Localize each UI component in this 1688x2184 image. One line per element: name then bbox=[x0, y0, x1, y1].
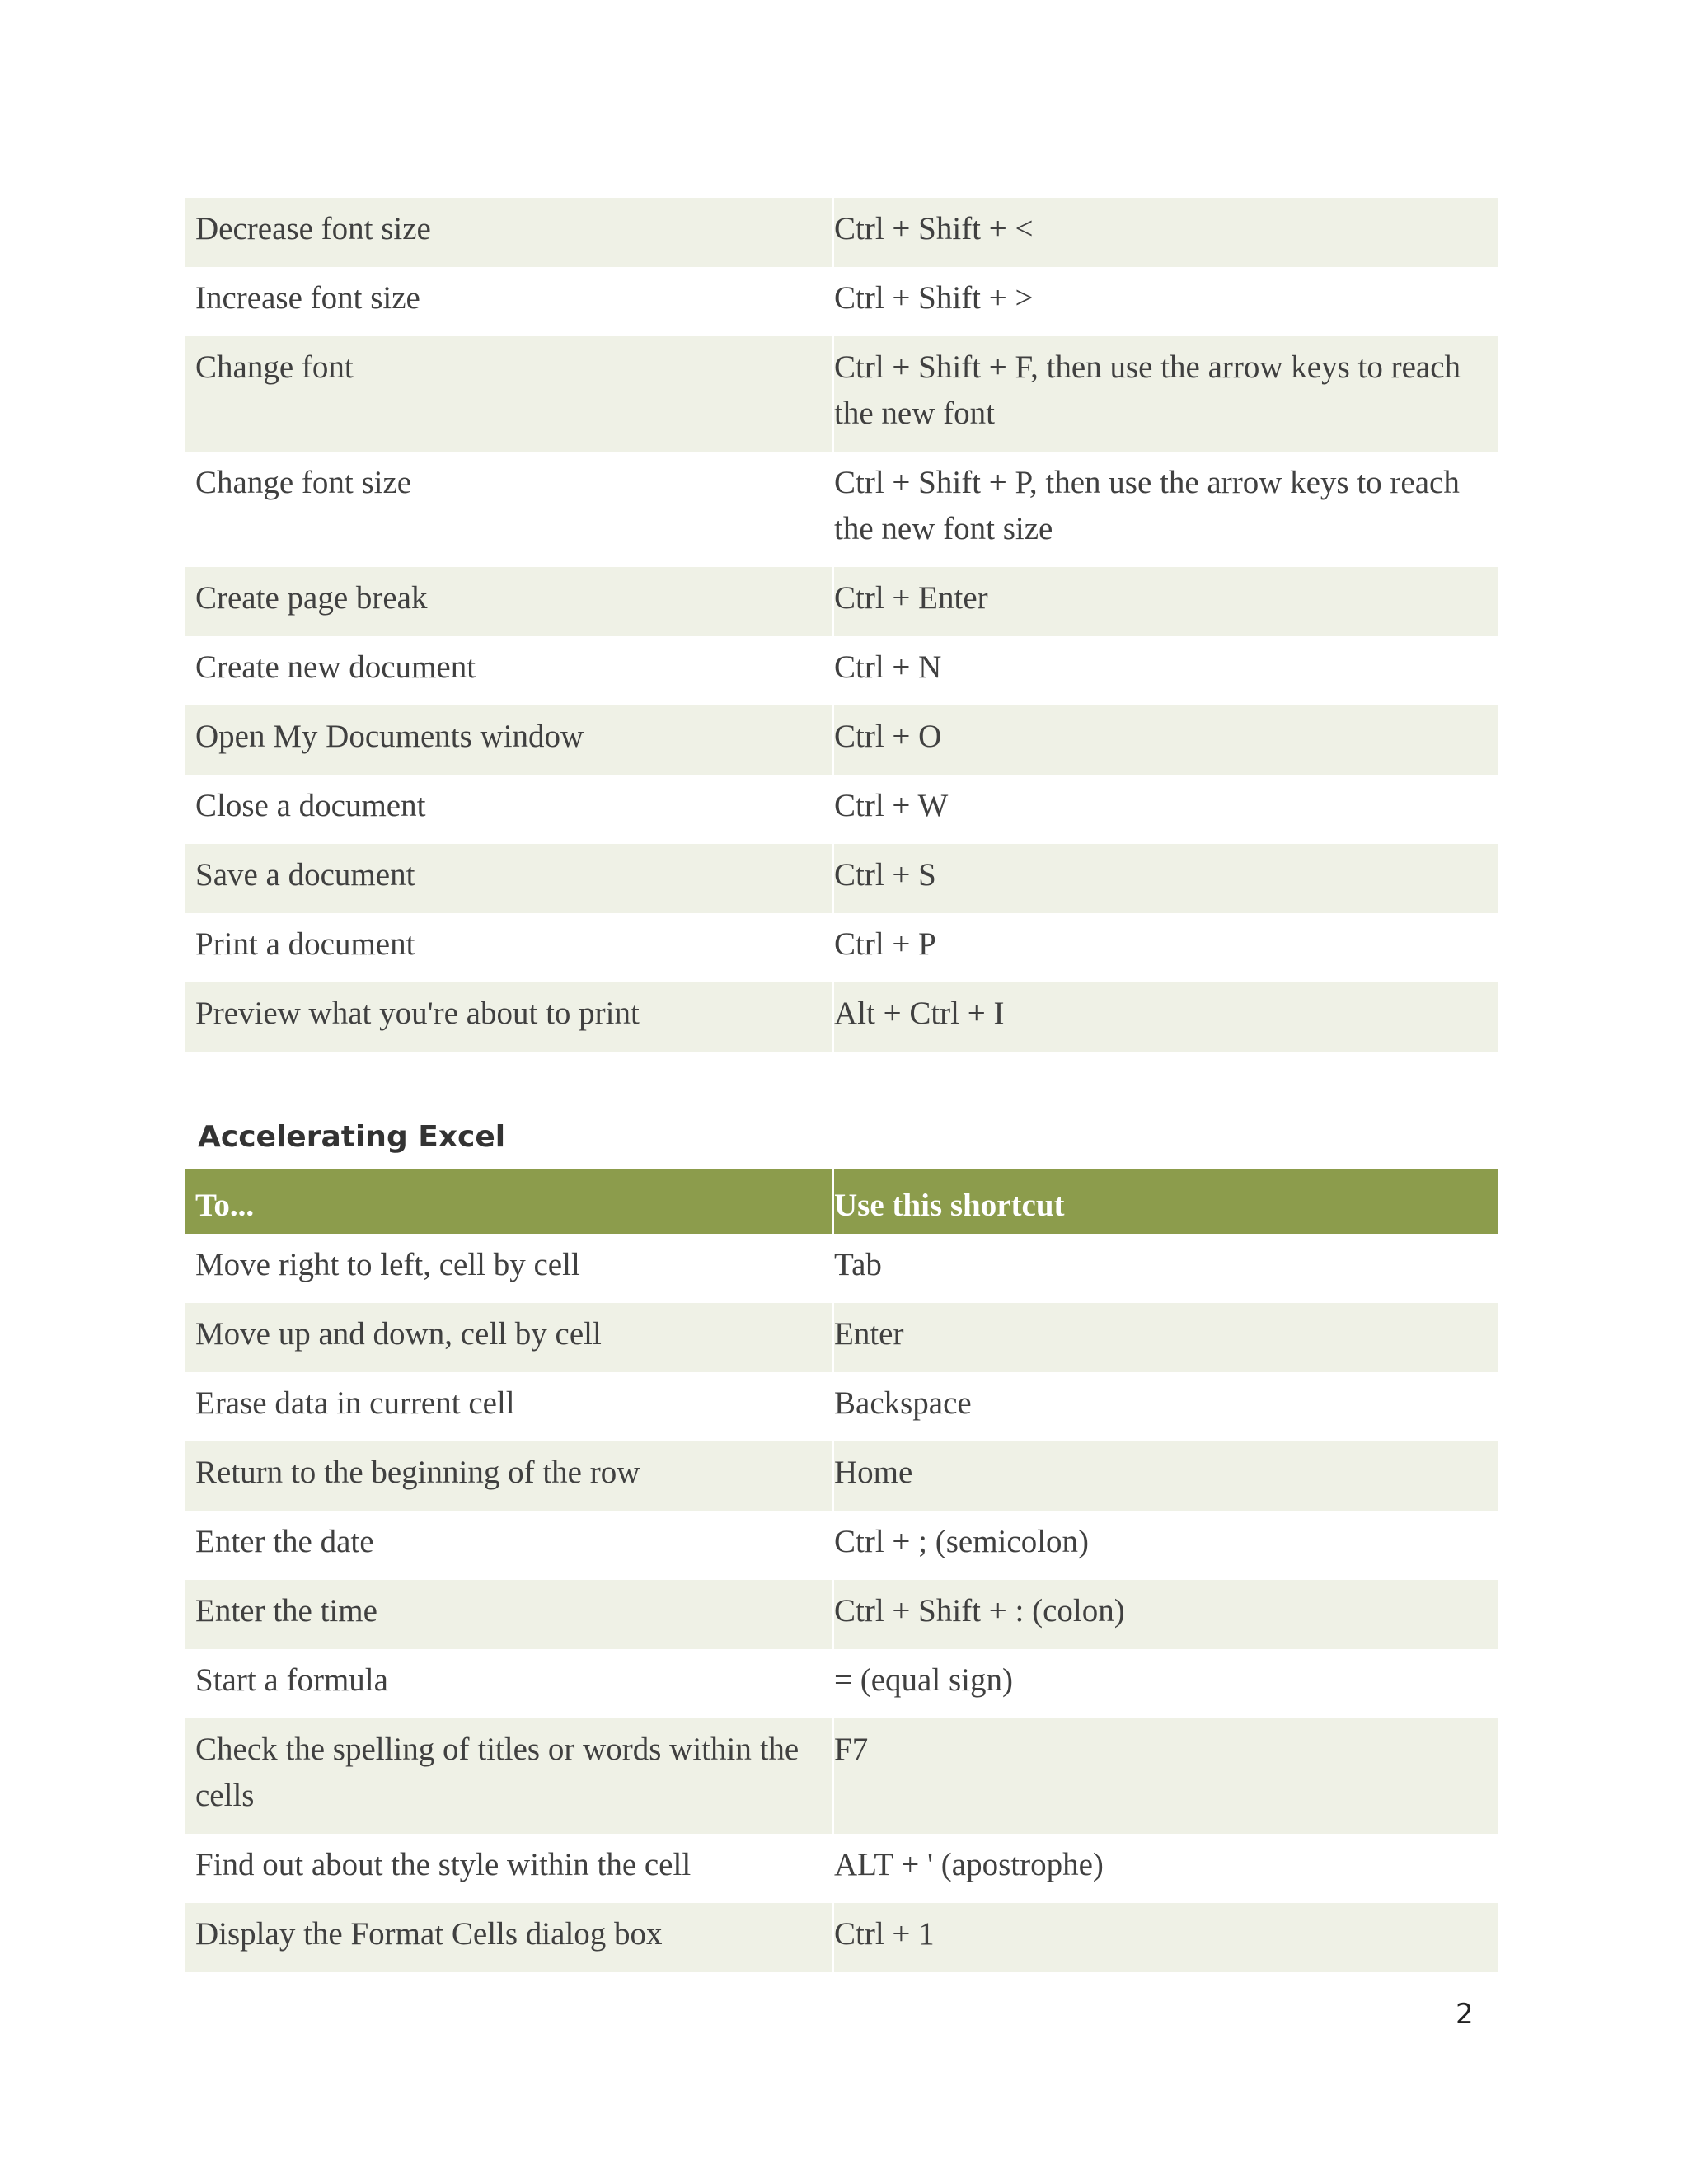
shortcut-cell: Ctrl + Shift + < bbox=[832, 198, 1498, 267]
shortcut-cell: Tab bbox=[832, 1234, 1498, 1303]
action-cell: Print a document bbox=[185, 913, 832, 982]
table-row bbox=[185, 913, 1498, 982]
action-cell: Start a formula bbox=[185, 1649, 832, 1718]
excel-shortcuts-table bbox=[185, 1169, 1498, 1972]
shortcut-cell: Ctrl + Shift + > bbox=[832, 267, 1498, 336]
shortcut-cell: Ctrl + ; (semicolon) bbox=[832, 1511, 1498, 1580]
action-cell: Save a document bbox=[185, 844, 832, 913]
table-row bbox=[185, 1441, 1498, 1511]
table-row bbox=[185, 982, 1498, 1052]
table-row bbox=[185, 1834, 1498, 1903]
shortcut-cell: F7 bbox=[832, 1718, 1498, 1834]
shortcut-cell: Ctrl + 1 bbox=[832, 1903, 1498, 1972]
word-shortcuts-table bbox=[185, 198, 1498, 1052]
table-row bbox=[185, 844, 1498, 913]
table-header-row bbox=[185, 1169, 1498, 1234]
shortcut-cell: Backspace bbox=[832, 1372, 1498, 1441]
table-row bbox=[185, 198, 1498, 267]
action-cell: Decrease font size bbox=[185, 198, 832, 267]
table-row bbox=[185, 636, 1498, 705]
action-cell: Return to the beginning of the row bbox=[185, 1441, 832, 1511]
table-row bbox=[185, 452, 1498, 567]
table-row bbox=[185, 1372, 1498, 1441]
table-row bbox=[185, 775, 1498, 844]
shortcut-cell: Ctrl + O bbox=[832, 705, 1498, 775]
column-header-shortcut: Use this shortcut bbox=[832, 1169, 1498, 1234]
shortcut-cell: Ctrl + Shift + F, then use the arrow keys to reach the new font bbox=[832, 336, 1498, 452]
action-cell: Change font size bbox=[185, 452, 832, 567]
action-cell: Create page break bbox=[185, 567, 832, 636]
shortcut-cell: Ctrl + P bbox=[832, 913, 1498, 982]
column-header-action: To... bbox=[185, 1169, 832, 1234]
action-cell: Check the spelling of titles or words within the cells bbox=[185, 1718, 832, 1834]
action-cell: Change font bbox=[185, 336, 832, 452]
shortcut-cell: Ctrl + W bbox=[832, 775, 1498, 844]
shortcut-cell: Ctrl + Enter bbox=[832, 567, 1498, 636]
shortcut-cell: Home bbox=[832, 1441, 1498, 1511]
page-number: 2 bbox=[1456, 1998, 1474, 2031]
action-cell: Enter the date bbox=[185, 1511, 832, 1580]
action-cell: Find out about the style within the cell bbox=[185, 1834, 832, 1903]
section-heading: Accelerating Excel bbox=[198, 1120, 506, 1154]
shortcut-cell: Ctrl + S bbox=[832, 844, 1498, 913]
shortcut-cell: Ctrl + N bbox=[832, 636, 1498, 705]
action-cell: Enter the time bbox=[185, 1580, 832, 1649]
action-cell: Increase font size bbox=[185, 267, 832, 336]
action-cell: Open My Documents window bbox=[185, 705, 832, 775]
table-row bbox=[185, 705, 1498, 775]
table-row bbox=[185, 1649, 1498, 1718]
table-row bbox=[185, 567, 1498, 636]
table-row bbox=[185, 1718, 1498, 1834]
shortcut-cell: Enter bbox=[832, 1303, 1498, 1372]
shortcut-cell: = (equal sign) bbox=[832, 1649, 1498, 1718]
table-row bbox=[185, 1511, 1498, 1580]
table-row bbox=[185, 1580, 1498, 1649]
action-cell: Display the Format Cells dialog box bbox=[185, 1903, 832, 1972]
table-row bbox=[185, 336, 1498, 452]
table-row bbox=[185, 1303, 1498, 1372]
table-row bbox=[185, 1234, 1498, 1303]
table-row bbox=[185, 1903, 1498, 1972]
shortcut-cell: Ctrl + Shift + : (colon) bbox=[832, 1580, 1498, 1649]
shortcut-cell: Ctrl + Shift + P, then use the arrow keys to reach the new font size bbox=[832, 452, 1498, 567]
action-cell: Create new document bbox=[185, 636, 832, 705]
action-cell: Close a document bbox=[185, 775, 832, 844]
shortcut-cell: ALT + ' (apostrophe) bbox=[832, 1834, 1498, 1903]
action-cell: Move right to left, cell by cell bbox=[185, 1234, 832, 1303]
action-cell: Move up and down, cell by cell bbox=[185, 1303, 832, 1372]
table-row bbox=[185, 267, 1498, 336]
action-cell: Preview what you're about to print bbox=[185, 982, 832, 1052]
shortcut-cell: Alt + Ctrl + I bbox=[832, 982, 1498, 1052]
action-cell: Erase data in current cell bbox=[185, 1372, 832, 1441]
